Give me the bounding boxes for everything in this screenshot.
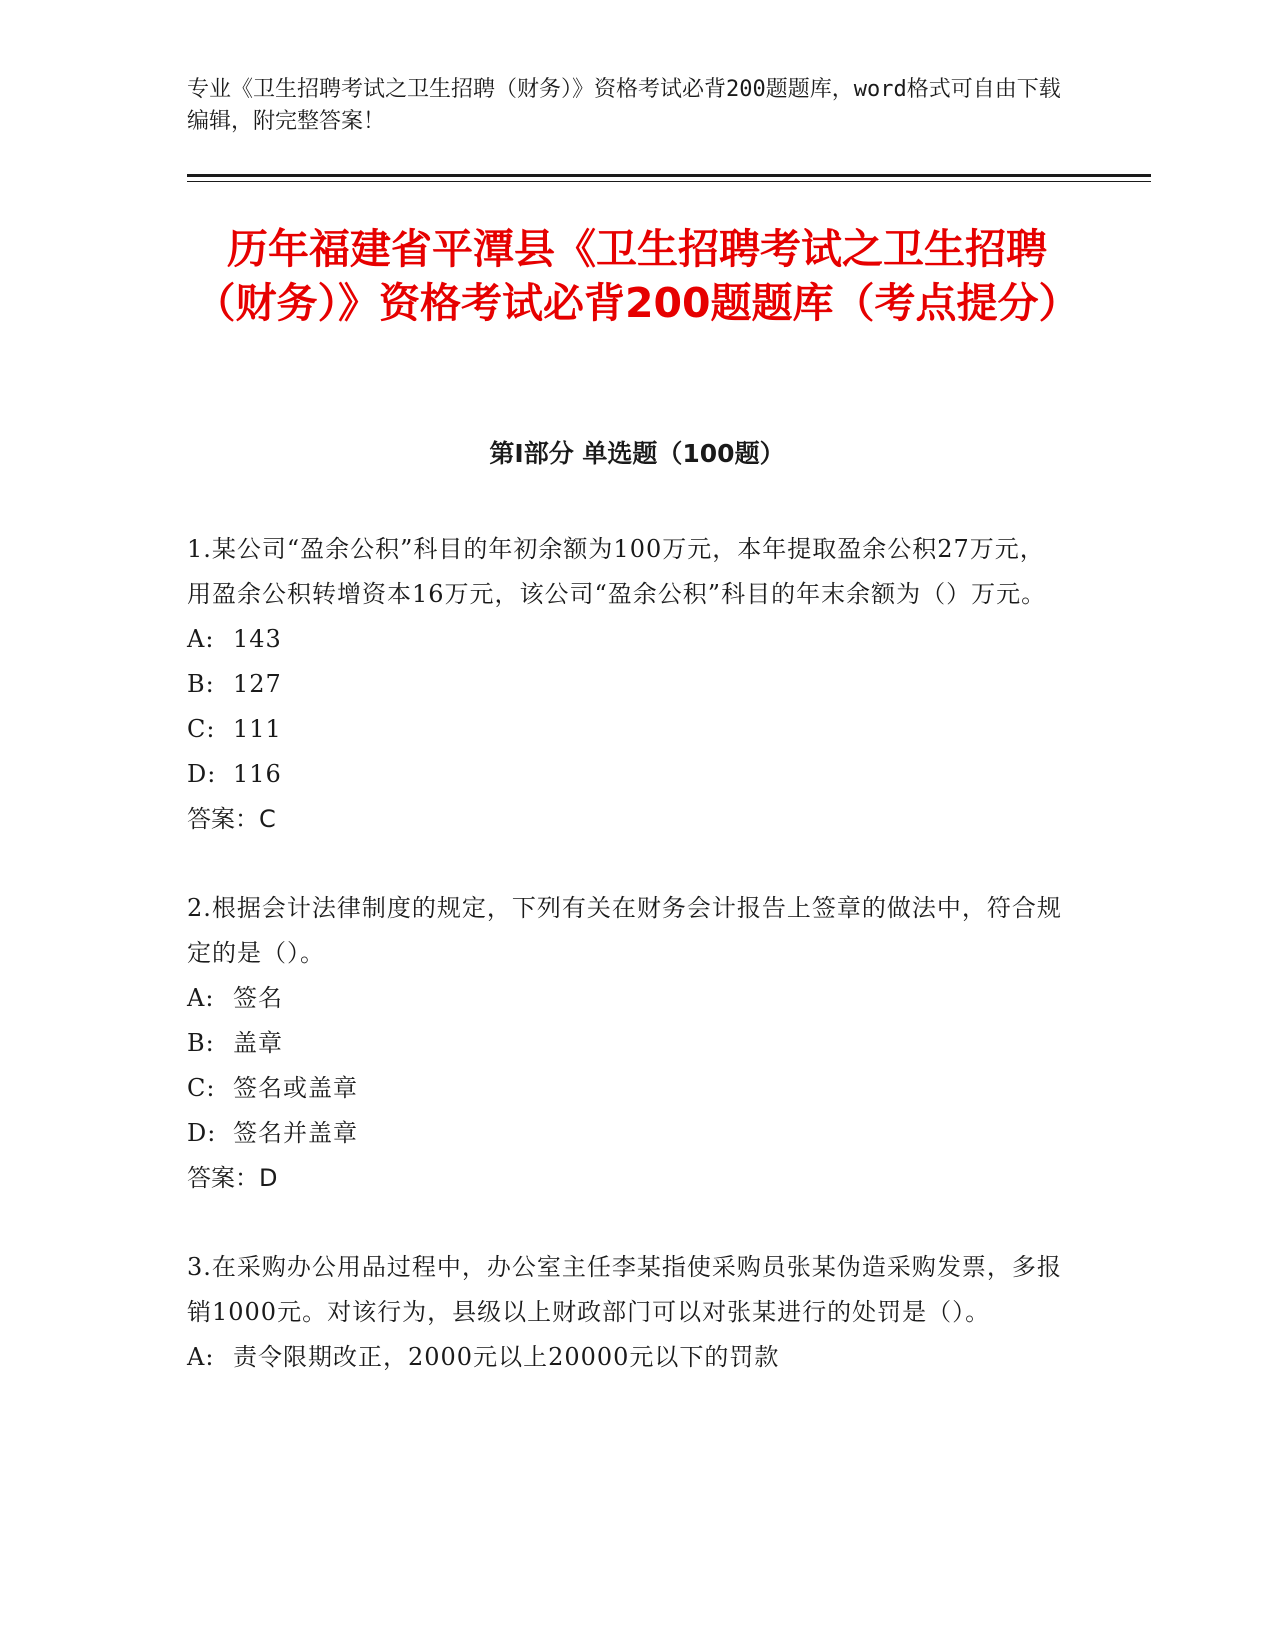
question-stem: 1.某公司“盈余公积”科目的年初余额为100万元，本年提取盈余公积27万元，用盈余公积转增资本16万元，该公司“盈余公积”科目的年末余额为（）万元。 [187,535,1047,608]
option-d [187,1111,1067,1156]
option-a [187,617,1067,662]
question-list [187,527,1067,1424]
option-letter: B: [187,1029,215,1057]
option-a [187,1335,1067,1380]
option-letter: C: [187,715,216,743]
option-letter: A: [187,1343,215,1371]
option-c [187,707,1067,752]
option-letter: C: [187,1074,216,1102]
option-text: 127 [233,670,282,698]
option-letter: B: [187,670,215,698]
section-title: 第I部分 单选题（100题） [489,439,785,468]
header-divider-thick [187,174,1151,177]
option-letter: D: [187,760,217,788]
option-letter: A: [187,625,215,653]
option-text: 责令限期改正，2000元以上20000元以下的罚款 [233,1343,780,1371]
option-text: 111 [233,715,282,743]
question-3 [187,1245,1067,1380]
answer-line: 答案：C [187,805,276,833]
option-letter: A: [187,984,215,1012]
option-text: 盖章 [233,1029,283,1057]
option-text: 签名或盖章 [233,1074,358,1102]
option-letter: D: [187,1119,217,1147]
option-c [187,1066,1067,1111]
question-2 [187,886,1067,1201]
option-text: 签名 [233,984,283,1012]
option-text: 116 [233,760,282,788]
answer-line: 答案：D [187,1164,278,1192]
option-d [187,752,1067,797]
question-stem: 3.在采购办公用品过程中，办公室主任李某指使采购员张某伪造采购发票，多报销1000元。对该行为，县级以上财政部门可以对张某进行的处罚是（）。 [187,1253,1062,1326]
header-note: 专业《卫生招聘考试之卫生招聘（财务）》资格考试必背200题题库，word格式可自由下载编辑，附完整答案！ [187,77,1061,134]
document-title: 历年福建省平潭县《卫生招聘考试之卫生招聘（财务）》资格考试必背200题题库（考点提分） [194,225,1080,327]
option-b [187,1021,1067,1066]
option-a [187,976,1067,1021]
question-1 [187,527,1067,842]
option-b [187,662,1067,707]
header-divider-thin [187,181,1151,182]
option-text: 签名并盖章 [233,1119,358,1147]
option-text: 143 [233,625,282,653]
question-stem: 2.根据会计法律制度的规定，下列有关在财务会计报告上签章的做法中，符合规定的是（）。 [187,894,1062,967]
